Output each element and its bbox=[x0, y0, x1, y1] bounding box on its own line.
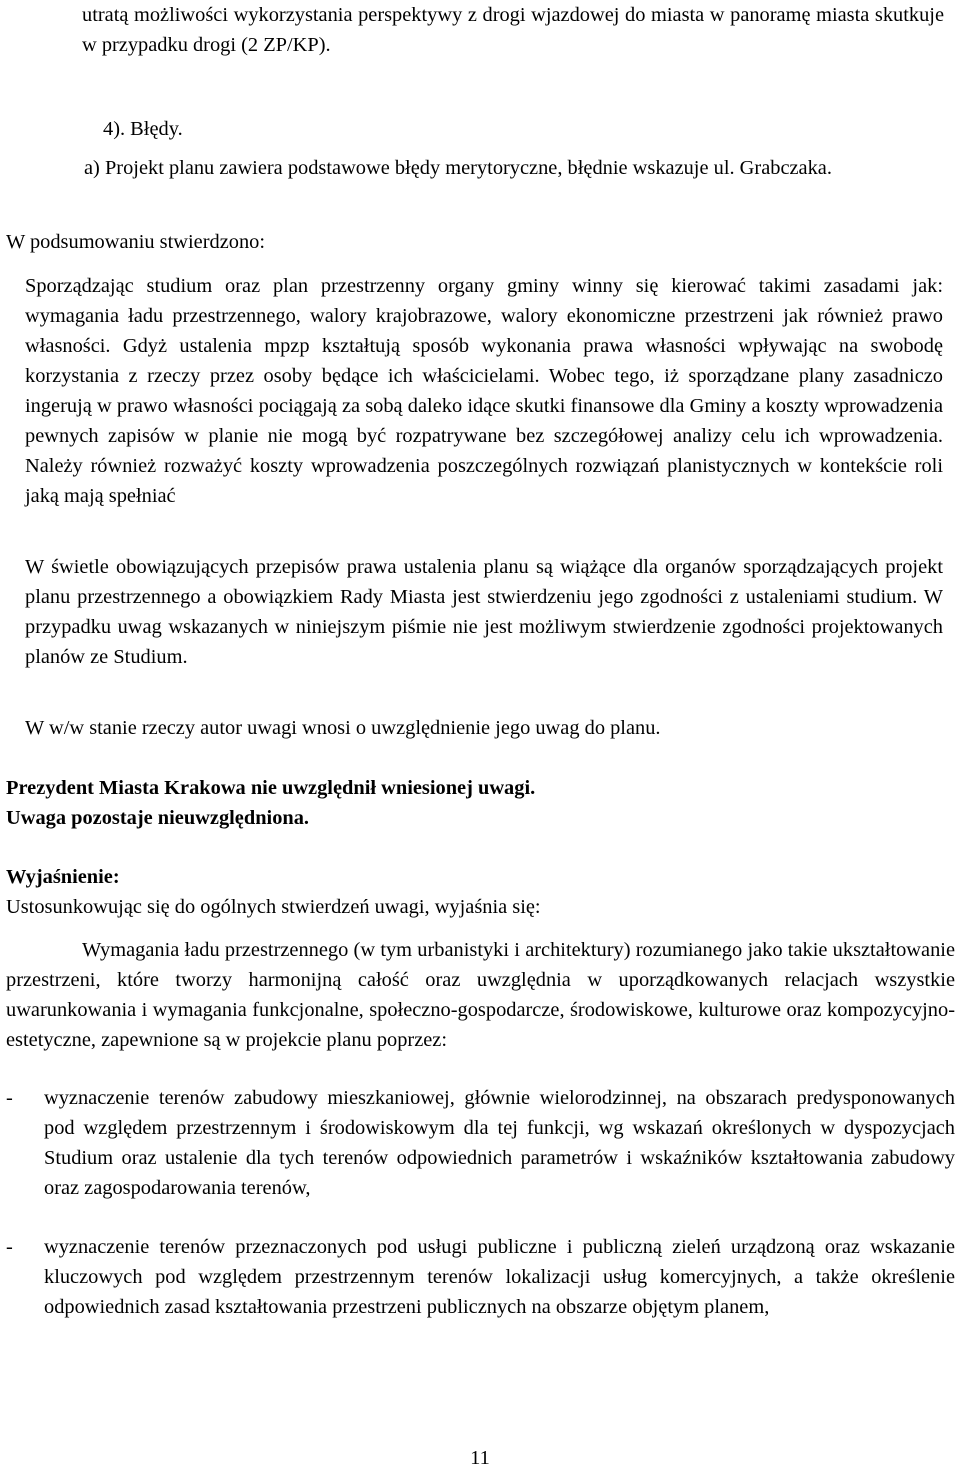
summary-paragraph-1: Sporządzając studium oraz plan przestrzenny organy gminy winny się kierować takimi zasadami jak: wymagania ładu przestrzennego, walory krajobrazowe, walory ekonomiczne przestrzeni jak również prawo własności. Gdyż ustalenia mpzp kształtują sposób wykonania prawa własności wpływając na swobodę korzystania z rzeczy przez osoby będące ich właścicielami. Wobec tego, iż sporządzane plany zasadniczo ingerują w prawo własności pociągają za sobą daleko idące skutki finansowe dla Gminy a koszty wprowadzenia pewnych zapisów w planie nie mogą być rozpatrywane bez szczegółowej analizy celu ich wprowadzenia. Należy również rozważyć koszty wprowadzenia poszczególnych rozwiązań planistycznych w kontekście roli jaką mają spełniać bbox=[25, 275, 943, 507]
bullet-item-1-text: wyznaczenie terenów zabudowy mieszkaniowej, głównie wielorodzinnej, na obszarach predysponowanych pod względem przestrzennym i środowiskowym dla tej funkcji, wg wskazań określonych w dyspozycjach Studium oraz ustalenie dla tych terenów odpowiednich parametrów i wskaźników kształtowania zabudowy oraz zagospodarowania terenów, bbox=[44, 1087, 955, 1199]
section-title: 4). Błędy. bbox=[103, 118, 183, 140]
intro-paragraph: utratą możliwości wykorzystania perspektywy z drogi wjazdowej do miasta w panoramę miasta skutkuje w przypadku drogi (2 ZP/KP). bbox=[82, 4, 944, 56]
list-item-a-marker: a) bbox=[84, 157, 105, 179]
explanation-heading: Wyjaśnienie: bbox=[6, 866, 120, 888]
bullet-item-2-text: wyznaczenie terenów przeznaczonych pod usługi publiczne i publiczną zieleń urządzoną oraz wskazanie kluczowych pod względem przestrzennym terenów lokalizacji usług komercyjnych, a także określenie odpowiednich zasad kształtowania przestrzeni publicznych na obszarze objętym planem, bbox=[44, 1236, 955, 1318]
bullet-dash: - bbox=[6, 1236, 13, 1258]
list-item-a-text bbox=[82, 153, 946, 183]
bullet-dash: - bbox=[6, 1087, 13, 1109]
explanation-paragraph: Wymagania ładu przestrzennego (w tym urbanistyki i architektury) rozumianego jako takie ukształtowanie przestrzeni, które tworzy harmonijną całość oraz uwzględnia w uporządkowanych relacjach wszystkie uwarunkowania i wymagania funkcjonalne, społeczno-gospodarcze, środowiskowe, kulturowe oraz kompozycyjno-estetyczne, zapewnione są w projekcie planu poprzez: bbox=[6, 939, 955, 1051]
decision-line-2: Uwaga pozostaje nieuwzględniona. bbox=[6, 807, 310, 829]
summary-heading: W podsumowaniu stwierdzono: bbox=[6, 231, 266, 253]
bullet-item-1 bbox=[0, 1083, 955, 1233]
bullet-item-2 bbox=[0, 1232, 955, 1352]
list-item-a-body: Projekt planu zawiera podstawowe błędy merytoryczne, błędnie wskazuje ul. Grabczaka. bbox=[104, 157, 832, 179]
summary-paragraph-3: W w/w stanie rzeczy autor uwagi wnosi o uwzględnienie jego uwag do planu. bbox=[25, 717, 661, 739]
decision-line-1: Prezydent Miasta Krakowa nie uwzględnił wniesionej uwagi. bbox=[6, 777, 536, 799]
explanation-intro: Ustosunkowując się do ogólnych stwierdzeń uwagi, wyjaśnia się: bbox=[6, 896, 541, 918]
summary-paragraph-2: W świetle obowiązujących przepisów prawa ustalenia planu są wiążące dla organów sporządzających projekt planu przestrzennego a obowiązkiem Rady Miasta jest stwierdzeniu jego zgodności z ustaleniami studium. W przypadku uwag wskazanych w niniejszym piśmie nie jest możliwym stwierdzenie zgodności projektowanych planów ze Studium. bbox=[25, 556, 943, 668]
page-number: 11 bbox=[470, 1447, 490, 1469]
